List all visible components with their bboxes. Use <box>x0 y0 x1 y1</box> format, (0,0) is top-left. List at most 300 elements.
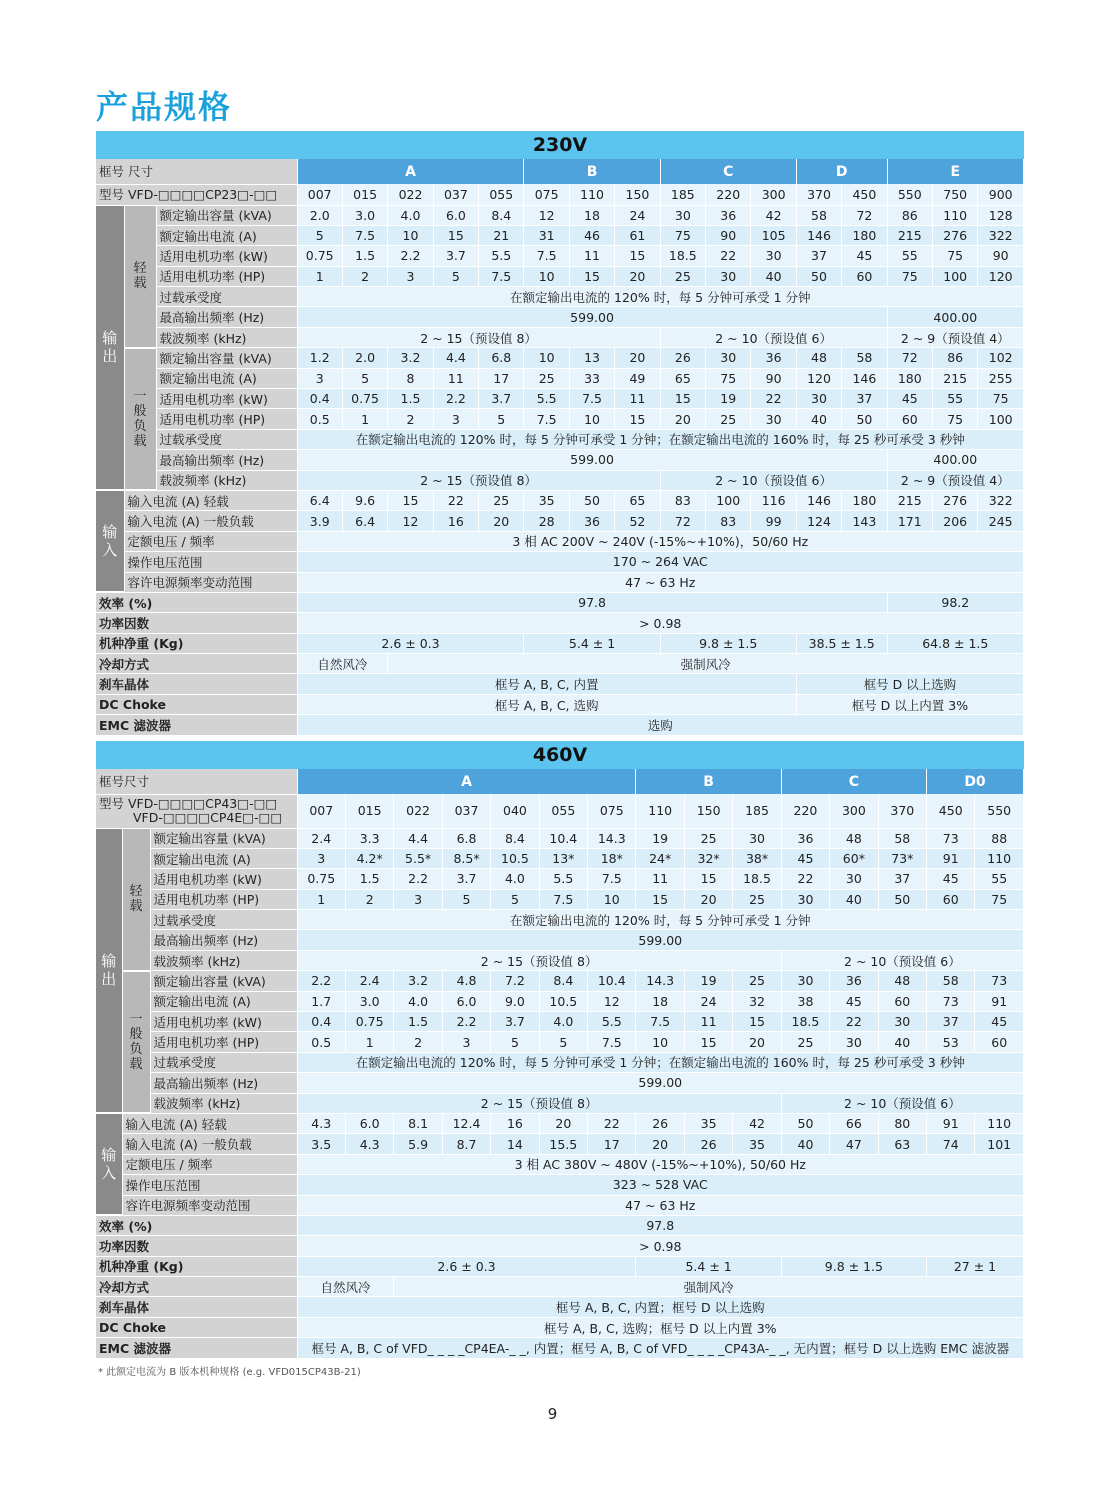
model-code: 220 <box>706 184 751 205</box>
spec-row <box>96 429 1024 449</box>
frame-size-row <box>96 769 1024 794</box>
cell-value: 22 <box>830 1012 878 1032</box>
cell-value: 80 <box>878 1113 926 1133</box>
cell-value: 30 <box>751 409 796 429</box>
cell-value: 25 <box>733 889 781 909</box>
cell-value: 19 <box>684 971 732 991</box>
frame-b: B <box>524 159 660 184</box>
cell-value-span: 强制风冷 <box>394 1277 1024 1297</box>
cell-value-span: 框号 A, B, C, 选购 <box>297 694 796 714</box>
row-label: 适用电机功率 (HP) <box>156 409 297 429</box>
row-label: 额定输出容量 (kVA) <box>156 205 297 225</box>
cell-value: 3.3 <box>345 828 393 848</box>
cell-value-span: 400.00 <box>887 307 1023 327</box>
cell-value: 146 <box>796 225 841 245</box>
cell-value: 22 <box>781 869 829 889</box>
cell-value-span: > 0.98 <box>297 1236 1023 1256</box>
cell-value: 3 <box>433 409 478 429</box>
cell-value-span: 框号 A, B, C, 选购；框号 D 以上内置 3% <box>297 1317 1023 1337</box>
spec-row <box>96 1154 1024 1174</box>
row-label: 载波频率 (kHz) <box>150 1093 297 1113</box>
row-label: 机种净重 (Kg) <box>96 1256 297 1276</box>
cell-value: 4.2* <box>345 848 393 868</box>
spec-row <box>96 1317 1024 1337</box>
cell-value: 30 <box>830 869 878 889</box>
cell-value: 5 <box>491 889 539 909</box>
cell-value: 7.5 <box>588 1032 636 1052</box>
cell-value: 2.2 <box>433 389 478 409</box>
cell-value: 15 <box>615 409 660 429</box>
cell-value: 60 <box>927 889 975 909</box>
normal-load-label: 一般负载 <box>122 971 150 1114</box>
cell-value: 18* <box>588 848 636 868</box>
row-label: 定额电压 / 频率 <box>122 1154 297 1174</box>
cell-value: 4.3 <box>345 1134 393 1154</box>
cell-value: 5.4 ± 1 <box>524 633 660 653</box>
model-code: 900 <box>978 184 1024 205</box>
cell-value-span: 在额定输出电流的 120% 时，每 5 分钟可承受 1 分钟；在额定输出电流的 160% 时，每 25 秒可承受 3 秒钟 <box>297 429 1023 449</box>
row-label: 冷却方式 <box>96 654 297 674</box>
cell-value: 18 <box>636 991 684 1011</box>
cell-value: 1.5 <box>345 869 393 889</box>
cell-value: 30 <box>733 828 781 848</box>
cell-value: 143 <box>842 511 887 531</box>
cell-value: 2.4 <box>297 828 345 848</box>
row-label: EMC 滤波器 <box>96 1338 297 1358</box>
row-label: 额定输出容量 (kVA) <box>150 971 297 991</box>
cell-value: 48 <box>796 348 841 368</box>
cell-value: 15 <box>660 389 705 409</box>
model-code: 150 <box>684 794 732 828</box>
model-label-text: 型号 VFD-□□□□CP23□-□□ <box>99 186 278 202</box>
cell-value: 5.5 <box>524 389 569 409</box>
cell-value: 40 <box>878 1032 926 1052</box>
row-label: 刹车晶体 <box>96 674 297 694</box>
cell-value: 2.6 ± 0.3 <box>297 633 524 653</box>
spec-row <box>96 991 1024 1011</box>
cell-value: 6.8 <box>442 828 490 848</box>
spec-row <box>96 531 1024 551</box>
cell-value: 60* <box>830 848 878 868</box>
cell-value: 276 <box>932 490 977 510</box>
cell-value: 40 <box>781 1134 829 1154</box>
row-label: 过载承受度 <box>156 429 297 449</box>
model-code: 015 <box>342 184 387 205</box>
model-label <box>96 794 297 828</box>
cell-value: 8 <box>388 368 433 388</box>
frame-c: C <box>660 159 796 184</box>
cell-value: 3 <box>442 1032 490 1052</box>
cell-value-span: 599.00 <box>297 450 887 470</box>
cell-value: 4.8 <box>442 971 490 991</box>
cell-value: 73 <box>927 991 975 1011</box>
spec-row <box>96 848 1024 868</box>
cell-value: 18 <box>569 205 614 225</box>
cell-value: 75 <box>932 409 977 429</box>
cell-value: 52 <box>615 511 660 531</box>
page-number: 9 <box>547 1405 558 1423</box>
cell-value: 5.5* <box>394 848 442 868</box>
cell-value: 25 <box>524 368 569 388</box>
cell-value: 2.6 ± 0.3 <box>297 1256 636 1276</box>
cell-value: 42 <box>733 1113 781 1133</box>
cell-value: 5.5 <box>539 869 587 889</box>
cell-value: 3 <box>297 368 342 388</box>
cell-value: 20 <box>615 266 660 286</box>
frame-d: D <box>796 159 887 184</box>
cell-value: 0.75 <box>297 869 345 889</box>
cell-value: 5 <box>433 266 478 286</box>
cell-value: 30 <box>751 246 796 266</box>
output-group-label: 输出 <box>96 205 124 490</box>
cell-value: 0.5 <box>297 409 342 429</box>
cell-value: 55 <box>887 246 932 266</box>
model-code: 550 <box>887 184 932 205</box>
cell-value: 2 <box>342 266 387 286</box>
cell-value: 53 <box>927 1032 975 1052</box>
cell-value: 75 <box>978 389 1024 409</box>
cell-value: 0.4 <box>297 1012 345 1032</box>
row-label: 容许电源频率变动范围 <box>122 1195 297 1215</box>
cell-value-span: 强制风冷 <box>388 654 1024 674</box>
model-code: 007 <box>297 794 345 828</box>
cell-value: 3.9 <box>297 511 342 531</box>
cell-value: 7.5 <box>569 389 614 409</box>
cell-value: 35 <box>524 490 569 510</box>
cell-value: 245 <box>978 511 1024 531</box>
cell-value: 7.5 <box>636 1012 684 1032</box>
row-label: 效率 (%) <box>96 592 297 612</box>
cell-value: 20 <box>615 348 660 368</box>
model-code: 007 <box>297 184 342 205</box>
cell-value: 215 <box>932 368 977 388</box>
cell-value: 30 <box>830 1032 878 1052</box>
cell-value: 20 <box>479 511 524 531</box>
cell-value-span: 323 ~ 528 VAC <box>297 1175 1023 1195</box>
spec-row <box>96 613 1024 633</box>
cell-value: 4.0 <box>394 991 442 1011</box>
spec-row <box>96 971 1024 991</box>
model-code: 075 <box>524 184 569 205</box>
cell-value: 45 <box>975 1012 1024 1032</box>
spec-row <box>96 869 1024 889</box>
cell-value: 15 <box>615 246 660 266</box>
cell-value: 30 <box>781 971 829 991</box>
cell-value: 37 <box>878 869 926 889</box>
cell-value: 24* <box>636 848 684 868</box>
model-code: 300 <box>751 184 796 205</box>
spec-row <box>96 1073 1024 1093</box>
cell-value: 45 <box>887 389 932 409</box>
row-label: 定额电压 / 频率 <box>124 531 297 551</box>
cell-value: 30 <box>796 389 841 409</box>
cell-value: 40 <box>830 889 878 909</box>
cell-value: 180 <box>842 225 887 245</box>
spec-row <box>96 654 1024 674</box>
cell-value-span: 2 ~ 10（预设值 6） <box>660 327 887 347</box>
frame-size-label: 框号尺寸 <box>96 769 297 794</box>
cell-value: 2 <box>388 409 433 429</box>
model-code: 022 <box>388 184 433 205</box>
cell-value: 110 <box>932 205 977 225</box>
cell-value: 0.75 <box>345 1012 393 1032</box>
spec-row <box>96 828 1024 848</box>
cell-value: 276 <box>932 225 977 245</box>
cell-value: 22 <box>433 490 478 510</box>
cell-value: 10.4 <box>588 971 636 991</box>
cell-value: 91 <box>927 1113 975 1133</box>
cell-value: 14.3 <box>588 828 636 848</box>
cell-value: 10 <box>588 889 636 909</box>
cell-value: 18.5 <box>781 1012 829 1032</box>
row-label: 刹车晶体 <box>96 1297 297 1317</box>
cell-value: 2.2 <box>442 1012 490 1032</box>
spec-row <box>96 1297 1024 1317</box>
cell-value-span: 在额定输出电流的 120% 时，每 5 分钟可承受 1 分钟；在额定输出电流的 160% 时，每 25 秒可承受 3 秒钟 <box>297 1052 1023 1072</box>
cell-value: 25 <box>660 266 705 286</box>
cell-value: 75 <box>887 266 932 286</box>
light-load-label: 轻载 <box>124 205 156 348</box>
cell-value-span: 97.8 <box>297 592 887 612</box>
cell-value: 17 <box>479 368 524 388</box>
spec-row <box>96 409 1024 429</box>
row-label: 输入电流 (A) 一般负载 <box>122 1134 297 1154</box>
cell-value: 8.4 <box>479 205 524 225</box>
cell-value: 3 <box>388 266 433 286</box>
row-label: 载波频率 (kHz) <box>156 470 297 490</box>
cell-value: 10.4 <box>539 828 587 848</box>
cell-value: 11 <box>615 389 660 409</box>
cell-value: 36 <box>830 971 878 991</box>
spec-row <box>96 1093 1024 1113</box>
row-label: 过载承受度 <box>156 287 297 307</box>
model-code: 055 <box>539 794 587 828</box>
model-code: 550 <box>975 794 1024 828</box>
cell-value: 99 <box>751 511 796 531</box>
cell-value: 15 <box>388 490 433 510</box>
cell-value: 105 <box>751 225 796 245</box>
cell-value: 60 <box>878 991 926 1011</box>
model-code: 015 <box>345 794 393 828</box>
cell-value: 36 <box>751 348 796 368</box>
spec-table-460v <box>96 769 1024 1359</box>
spec-row <box>96 1012 1024 1032</box>
row-label: 载波频率 (kHz) <box>156 327 297 347</box>
cell-value-span: 2 ~ 15（预设值 8） <box>297 470 660 490</box>
cell-value: 9.0 <box>491 991 539 1011</box>
model-code: 185 <box>660 184 705 205</box>
spec-row <box>96 1175 1024 1195</box>
cell-value: 15 <box>433 225 478 245</box>
spec-row <box>96 389 1024 409</box>
cell-value: 1.5 <box>342 246 387 266</box>
cell-value: 180 <box>842 490 887 510</box>
cell-value: 36 <box>781 828 829 848</box>
cell-value: 13 <box>569 348 614 368</box>
cell-value: 83 <box>706 511 751 531</box>
cell-value: 25 <box>781 1032 829 1052</box>
cell-value: 146 <box>796 490 841 510</box>
frame-a: A <box>297 159 524 184</box>
cell-value: 116 <box>751 490 796 510</box>
cell-value: 0.4 <box>297 389 342 409</box>
cell-value: 5.5 <box>588 1012 636 1032</box>
cell-value: 73 <box>927 828 975 848</box>
cell-value: 6.0 <box>442 991 490 1011</box>
cell-value: 28 <box>524 511 569 531</box>
cell-value: 74 <box>927 1134 975 1154</box>
row-label: 适用电机功率 (HP) <box>150 889 297 909</box>
cell-value: 40 <box>751 266 796 286</box>
spec-row <box>96 552 1024 572</box>
cell-value: 72 <box>887 348 932 368</box>
cell-value: 31 <box>524 225 569 245</box>
cell-value-span: 170 ~ 264 VAC <box>297 552 1023 572</box>
model-code: 370 <box>878 794 926 828</box>
cell-value: 2.2 <box>394 869 442 889</box>
cell-value: 4.0 <box>388 205 433 225</box>
cell-value: 65 <box>660 368 705 388</box>
spec-row <box>96 348 1024 368</box>
page-title: 产品规格 <box>96 88 233 126</box>
cell-value: 4.0 <box>491 869 539 889</box>
frame-e: E <box>887 159 1023 184</box>
cell-value-span: 选购 <box>297 715 1023 735</box>
cell-value: 7.2 <box>491 971 539 991</box>
cell-value: 2 <box>345 889 393 909</box>
spec-row <box>96 1256 1024 1276</box>
row-label: 最高输出频率 (Hz) <box>150 1073 297 1093</box>
cell-value: 7.5 <box>342 225 387 245</box>
cell-value: 2 <box>394 1032 442 1052</box>
cell-value: 38.5 ± 1.5 <box>796 633 887 653</box>
cell-value: 4.0 <box>539 1012 587 1032</box>
cell-value: 7.5 <box>524 409 569 429</box>
cell-value: 75 <box>660 225 705 245</box>
cell-value: 30 <box>706 266 751 286</box>
cell-value: 45 <box>842 246 887 266</box>
cell-value: 2.4 <box>345 971 393 991</box>
spec-row <box>96 1195 1024 1215</box>
spec-row <box>96 1215 1024 1235</box>
cell-value: 5 <box>491 1032 539 1052</box>
cell-value: 26 <box>684 1134 732 1154</box>
cell-value: 86 <box>887 205 932 225</box>
cell-value: 2.0 <box>297 205 342 225</box>
cell-value: 5.9 <box>394 1134 442 1154</box>
row-label: 输入电流 (A) 轻载 <box>122 1113 297 1133</box>
cell-value: 90 <box>978 246 1024 266</box>
cell-value-span: 599.00 <box>297 1073 1023 1093</box>
cell-value-span: 框号 A, B, C of VFD_ _ _ _CP4EA-_ _, 内置；框号 A, B, C of VFD_ _ _ _CP43A-_ _, 无内置；框号 D 以上选购 EMC 滤波器 <box>297 1338 1023 1358</box>
frame-size-row <box>96 159 1024 184</box>
row-label: 输入电流 (A) 轻载 <box>124 490 297 510</box>
cell-value: 20 <box>636 1134 684 1154</box>
row-label: DC Choke <box>96 1317 297 1337</box>
cell-value: 50 <box>878 889 926 909</box>
cell-value: 15 <box>684 869 732 889</box>
cell-value-span: 47 ~ 63 Hz <box>297 1195 1023 1215</box>
row-label: 冷却方式 <box>96 1277 297 1297</box>
cell-value: 37 <box>796 246 841 266</box>
row-label: 机种净重 (Kg) <box>96 633 297 653</box>
cell-value: 100 <box>932 266 977 286</box>
input-group-label: 输入 <box>96 1113 122 1215</box>
spec-row <box>96 1277 1024 1297</box>
row-label: 操作电压范围 <box>122 1175 297 1195</box>
cell-value: 58 <box>878 828 926 848</box>
cell-value: 10 <box>388 225 433 245</box>
cell-value: 10 <box>524 348 569 368</box>
spec-row <box>96 1113 1024 1133</box>
cell-value: 19 <box>706 389 751 409</box>
cell-value: 110 <box>975 848 1024 868</box>
cell-value: 15 <box>569 266 614 286</box>
cell-value: 72 <box>660 511 705 531</box>
cell-value: 120 <box>978 266 1024 286</box>
cell-value: 58 <box>927 971 975 991</box>
normal-load-label: 一般负载 <box>124 348 156 491</box>
cell-value: 22 <box>588 1113 636 1133</box>
cell-value: 10.5 <box>539 991 587 1011</box>
cell-value: 8.4 <box>491 828 539 848</box>
cell-value: 38 <box>781 991 829 1011</box>
cell-value: 42 <box>751 205 796 225</box>
cell-value: 9.8 ± 1.5 <box>781 1256 926 1276</box>
spec-row <box>96 910 1024 930</box>
cell-value: 20 <box>539 1113 587 1133</box>
cell-value: 45 <box>781 848 829 868</box>
cell-value: 12 <box>588 991 636 1011</box>
frame-size-label: 框号 尺寸 <box>96 159 297 184</box>
cell-value: 91 <box>975 991 1024 1011</box>
cell-value: 322 <box>978 490 1024 510</box>
cell-value: 3.7 <box>433 246 478 266</box>
model-code: 037 <box>433 184 478 205</box>
cell-value: 4.4 <box>394 828 442 848</box>
cell-value: 55 <box>932 389 977 409</box>
cell-value: 3 <box>394 889 442 909</box>
cell-value-span: 在额定输出电流的 120% 时，每 5 分钟可承受 1 分钟 <box>297 287 1023 307</box>
cell-value: 25 <box>706 409 751 429</box>
cell-value: 25 <box>733 971 781 991</box>
model-code: 220 <box>781 794 829 828</box>
cell-value: 90 <box>706 225 751 245</box>
cell-value: 0.75 <box>342 389 387 409</box>
cell-value: 33 <box>569 368 614 388</box>
model-code: 185 <box>733 794 781 828</box>
cell-value: 2.2 <box>297 971 345 991</box>
cell-value: 50 <box>842 409 887 429</box>
row-label: 适用电机功率 (HP) <box>150 1032 297 1052</box>
cell-value: 22 <box>751 389 796 409</box>
cell-value: 3.2 <box>388 348 433 368</box>
row-label: 操作电压范围 <box>124 552 297 572</box>
cell-value: 8.1 <box>394 1113 442 1133</box>
cell-value: 25 <box>684 828 732 848</box>
cell-value: 47 <box>830 1134 878 1154</box>
cell-value: 50 <box>796 266 841 286</box>
cell-value: 49 <box>615 368 660 388</box>
cell-value: 20 <box>684 889 732 909</box>
row-label: 容许电源频率变动范围 <box>124 572 297 592</box>
cell-value: 10.5 <box>491 848 539 868</box>
spec-row <box>96 266 1024 286</box>
cell-value: 6.4 <box>342 511 387 531</box>
cell-value: 9.6 <box>342 490 387 510</box>
cell-value: 5 <box>342 368 387 388</box>
cell-value-span: 在额定输出电流的 120% 时，每 5 分钟可承受 1 分钟 <box>297 910 1023 930</box>
